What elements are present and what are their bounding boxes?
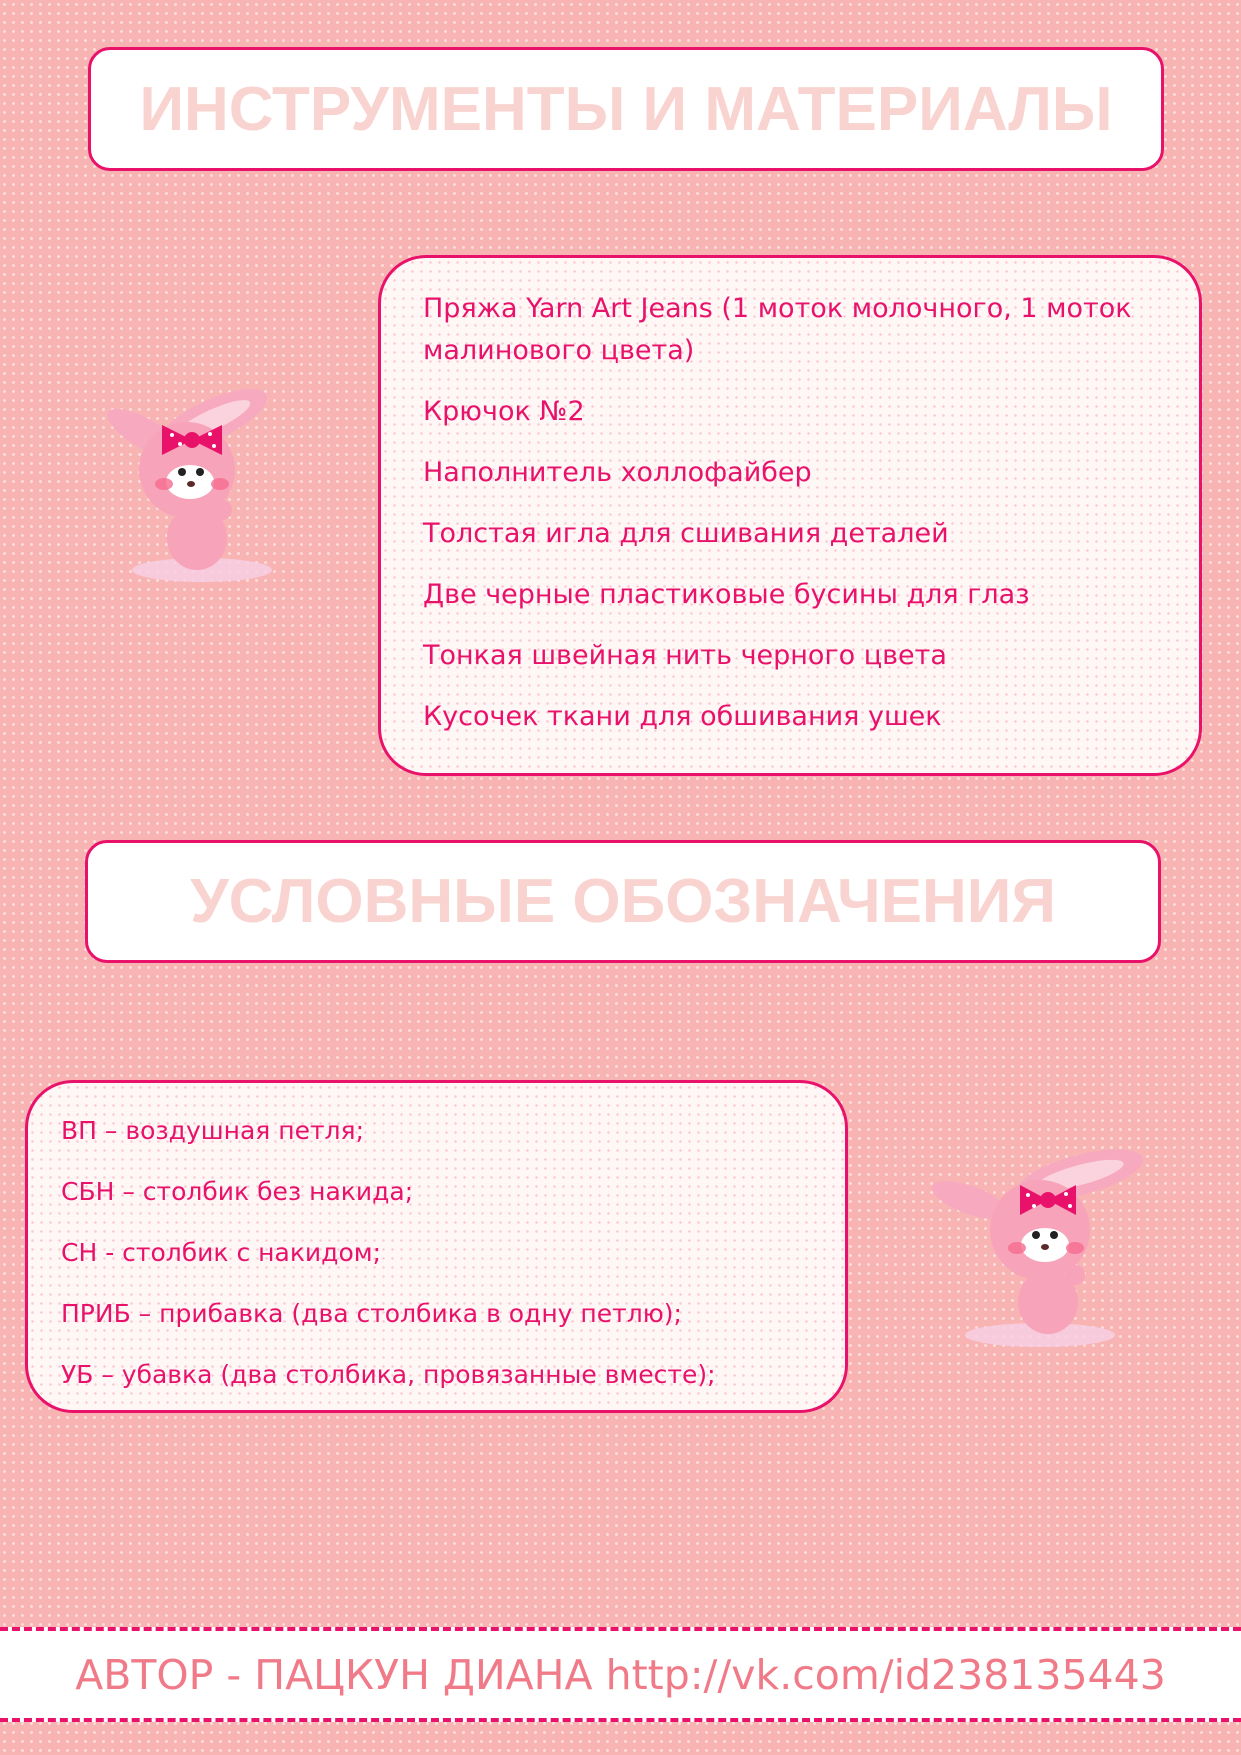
legend-title: УСЛОВНЫЕ ОБОЗНАЧЕНИЯ (190, 867, 1056, 936)
legend-title-box (85, 840, 1161, 963)
list-item: Две черные пластиковые бусины для глаз (423, 579, 1030, 610)
author-credit[interactable]: АВТОР - ПАЦКУН ДИАНА http://vk.com/id238135443 (75, 1650, 1166, 1699)
legend-list (25, 1080, 848, 1413)
list-item: СН - столбик с накидом; (61, 1238, 382, 1267)
list-item: Наполнитель холлофайбер (423, 457, 812, 488)
list-item: Пряжа Yarn Art Jeans (1 моток молочного, 1 моток малинового цвета) (423, 293, 1132, 366)
list-item: Крючок №2 (423, 396, 585, 427)
list-item: УБ – убавка (два столбика, провязанные вместе); (61, 1360, 716, 1389)
list-item: ПРИБ – прибавка (два столбика в одну петлю); (61, 1299, 682, 1328)
list-item: СБН – столбик без накида; (61, 1177, 414, 1206)
materials-list (378, 255, 1202, 776)
bunny-icon (92, 380, 312, 590)
materials-title-box (88, 47, 1164, 171)
bunny-icon (930, 1140, 1160, 1350)
footer-banner (0, 1627, 1241, 1722)
list-item: Толстая игла для сшивания деталей (423, 518, 949, 549)
list-item: ВП – воздушная петля; (61, 1116, 365, 1145)
materials-title: ИНСТРУМЕНТЫ И МАТЕРИАЛЫ (139, 74, 1113, 144)
list-item: Кусочек ткани для обшивания ушек (423, 701, 942, 732)
list-item: Тонкая швейная нить черного цвета (423, 640, 947, 671)
